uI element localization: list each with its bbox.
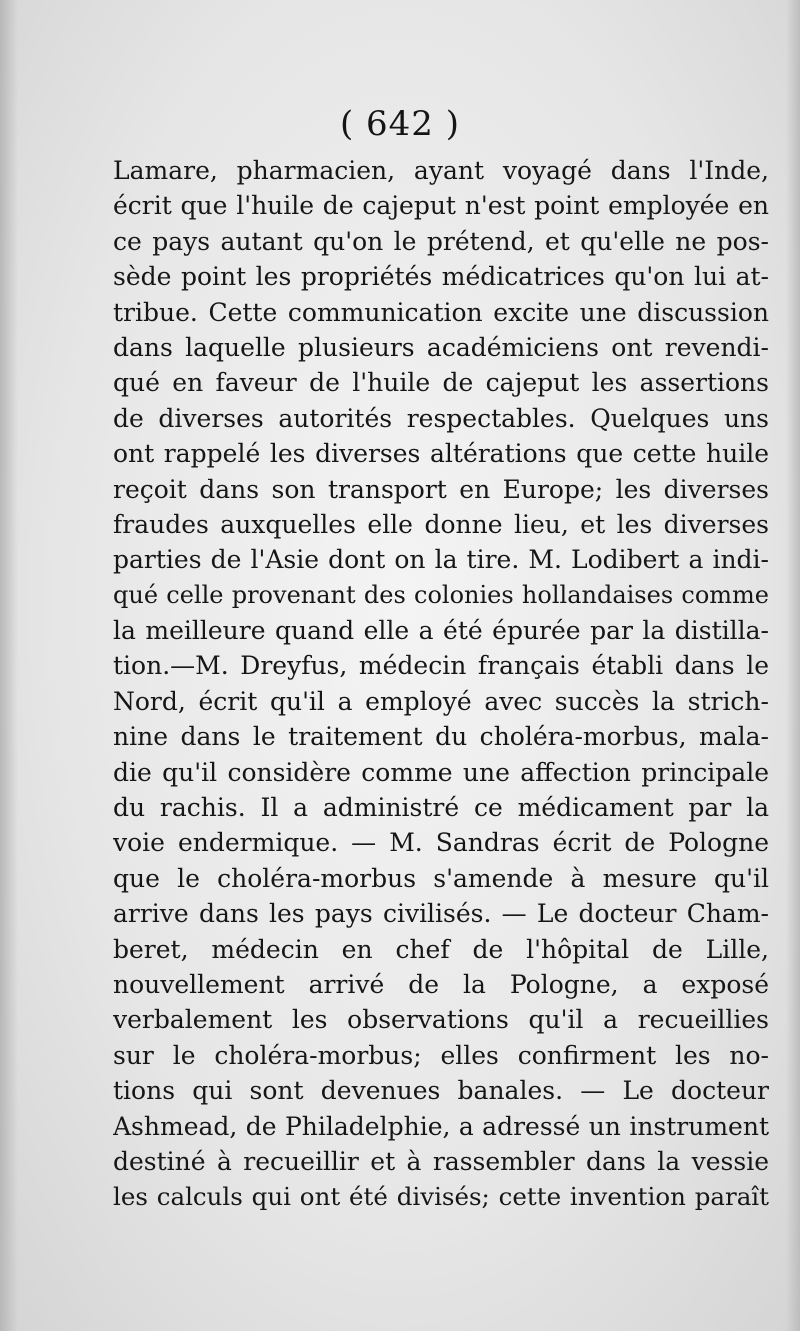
text-line: tion.—M. Dreyfus, médecin français établi dans le	[113, 651, 769, 681]
page-shadow-left	[0, 0, 18, 1331]
page-shadow-right	[786, 0, 800, 1331]
text-line: ont rappelé les diverses altérations que cette huile	[113, 439, 769, 469]
page-number: ( 642 )	[339, 104, 461, 144]
text-line: Ashmead, de Philadelphie, a adressé un instrument	[113, 1111, 769, 1141]
text-line: les calculs qui ont été divisés; cette invention paraît	[113, 1182, 769, 1212]
body-text	[113, 153, 769, 1215]
text-line: sède point les propriétés médicatrices qu'on lui at-	[113, 262, 769, 292]
text-line: que le choléra-morbus s'amende à mesure qu'il	[113, 863, 769, 893]
text-line: Lamare, pharmacien, ayant voyagé dans l'Inde,	[113, 156, 769, 185]
text-line: parties de l'Asie dont on la tire. M. Lodibert a indi-	[113, 545, 769, 575]
text-line: dans laquelle plusieurs académiciens ont revendi-	[113, 332, 769, 362]
text-line: destiné à recueillir et à rassembler dans la vessie	[113, 1146, 769, 1176]
text-line: écrit que l'huile de cajeput n'est point employée en	[113, 191, 769, 221]
text-line: verbalement les observations qu'il a recueillies	[113, 1005, 769, 1035]
text-line: qué celle provenant des colonies hollandaises comme	[113, 580, 769, 609]
text-line: nine dans le traitement du choléra-morbus, mala-	[113, 722, 769, 752]
text-line: la meilleure quand elle a été épurée par la distilla-	[113, 616, 769, 646]
text-line: arrive dans les pays civilisés. — Le docteur Cham-	[113, 899, 769, 929]
text-line: nouvellement arrivé de la Pologne, a exposé	[113, 969, 769, 999]
text-line: tribue. Cette communication excite une discussion	[113, 297, 769, 327]
text-line: du rachis. Il a administré ce médicament par la	[113, 793, 769, 823]
text-line: de diverses autorités respectables. Quelques uns	[113, 403, 769, 433]
text-line: beret, médecin en chef de l'hôpital de Lille,	[113, 934, 769, 964]
text-line: sur le choléra-morbus; elles confirment les no-	[113, 1040, 769, 1070]
text-line: qué en faveur de l'huile de cajeput les assertions	[113, 368, 769, 398]
text-line: die qu'il considère comme une affection principale	[113, 757, 769, 787]
text-line: ce pays autant qu'on le prétend, et qu'elle ne pos-	[113, 226, 769, 256]
text-line: Nord, écrit qu'il a employé avec succès la strich-	[113, 686, 769, 716]
text-line: fraudes auxquelles elle donne lieu, et les diverses	[113, 509, 769, 539]
text-line: tions qui sont devenues banales. — Le docteur	[113, 1076, 769, 1106]
text-line: voie endermique. — M. Sandras écrit de Pologne	[113, 828, 769, 858]
text-line: reçoit dans son transport en Europe; les diverses	[113, 474, 769, 504]
